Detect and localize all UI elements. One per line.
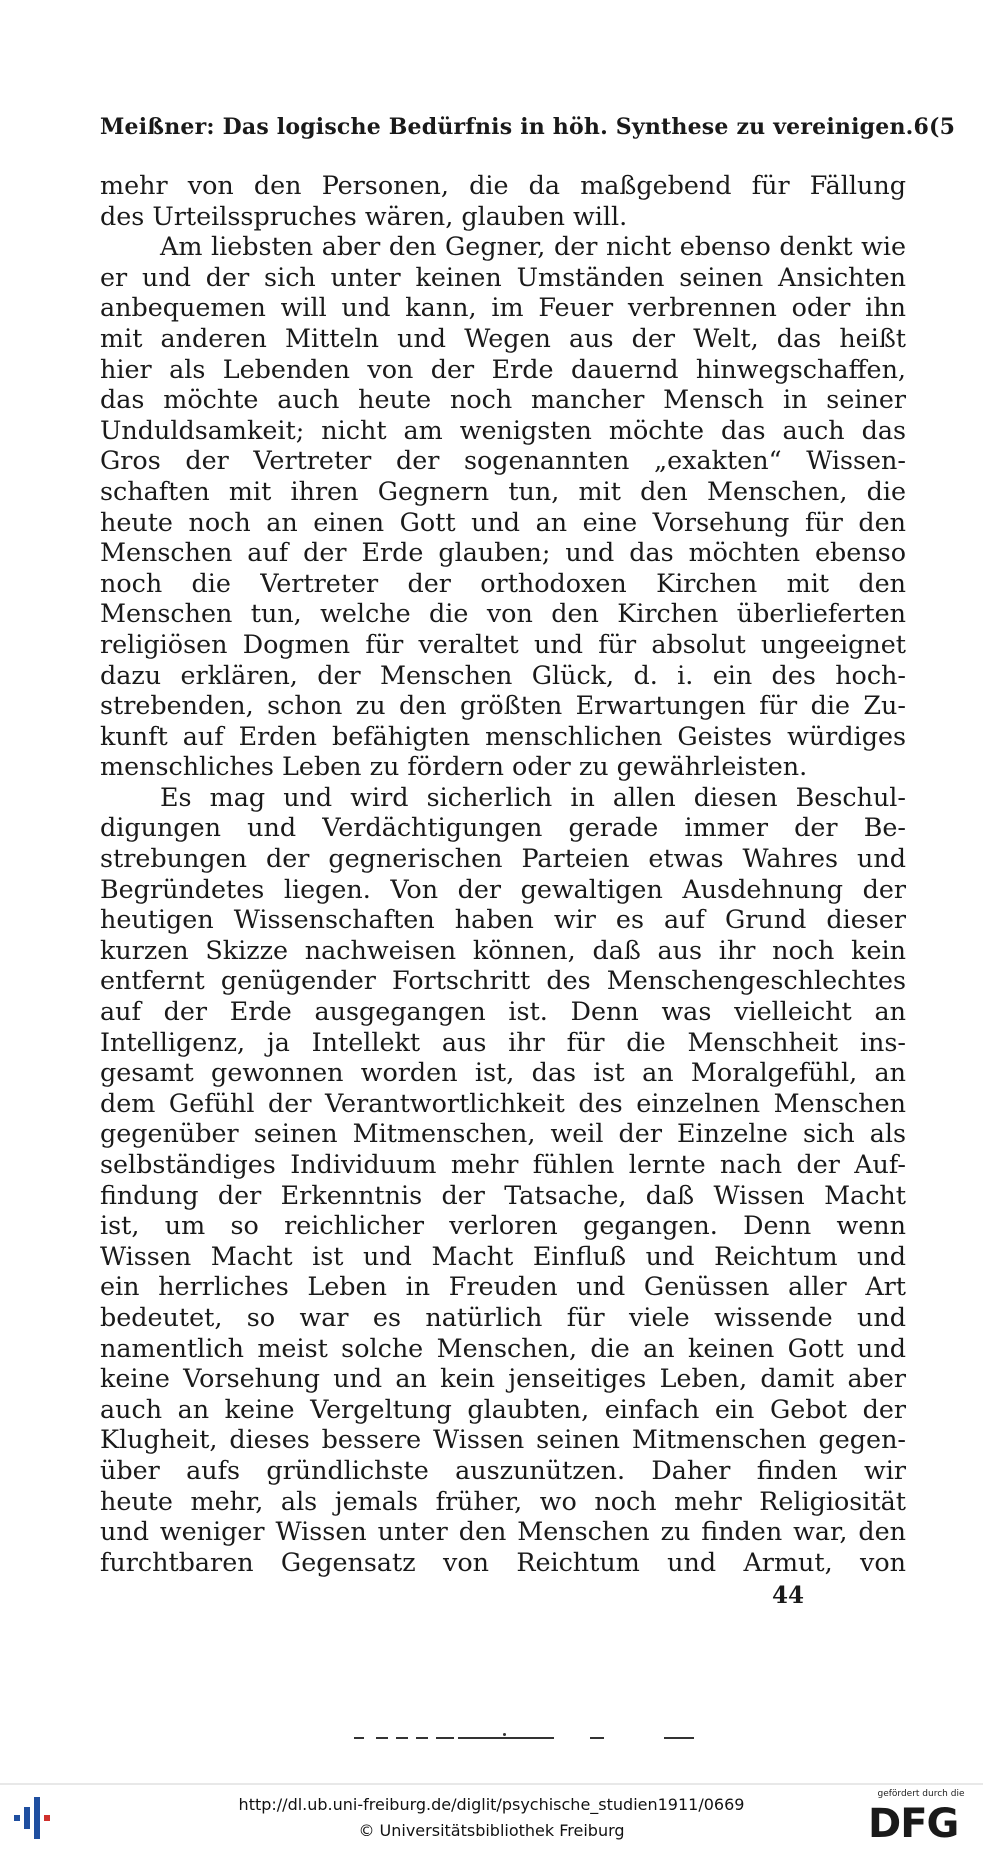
text-line: selbständiges Individuum mehr fühlen lernte nach der Auf-	[100, 1149, 906, 1179]
copyright-notice: © Universitätsbibliothek Freiburg	[358, 1821, 625, 1840]
text-line: dazu erklären, der Menschen Glück, d. i. ein des hoch-	[100, 659, 906, 690]
running-title: Meißner: Das logische Bedürfnis in höh. Synthese zu vereinigen.	[100, 114, 914, 140]
text-line: gegenüber seinen Mitmenschen, weil der Einzelne sich als	[100, 1118, 906, 1149]
text-line: ein herrliches Leben in Freuden und Genüssen aller Art	[100, 1271, 906, 1302]
viewer-footer	[0, 1783, 983, 1850]
text-line: kurzen Skizze nachweisen können, daß aus ihr noch kein	[100, 934, 906, 965]
text-line: Es mag und wird sicherlich in allen diesen Beschul-	[160, 781, 906, 812]
text-line: mit anderen Mitteln und Wegen aus der Welt, das heißt	[100, 322, 906, 353]
printer-rule	[354, 1733, 704, 1741]
text-line: hier als Lebenden von der Erde dauernd hinwegschaffen,	[100, 353, 906, 384]
text-line: Menschen tun, welche die von den Kirchen überlieferten	[100, 598, 906, 629]
text-line: furchtbaren Gegensatz von Reichtum und Armut, von	[100, 1546, 906, 1577]
running-header	[100, 114, 956, 140]
dfg-logo	[862, 1789, 980, 1847]
text-line: auch an keine Vergeltung glaubten, einfach ein Gebot der	[100, 1393, 906, 1424]
text-line: heute mehr, als jemals früher, wo noch mehr Religiosität	[100, 1485, 906, 1516]
dfg-logo-text: DFG	[868, 1801, 959, 1847]
text-line: und weniger Wissen unter den Menschen zu finden war, den	[100, 1516, 906, 1547]
signature-mark: 44	[772, 1582, 805, 1609]
text-line: Unduldsamkeit; nicht am wenigsten möchte das auch das	[100, 414, 906, 445]
text-line: mehr von den Personen, die da maßgebend für Fällung	[100, 170, 906, 200]
text-line: Begründetes liegen. Von der gewaltigen Ausdehnung der	[100, 873, 906, 904]
text-line: anbequemen will und kann, im Feuer verbrennen oder ihn	[100, 292, 906, 323]
text-line: Am liebsten aber den Gegner, der nicht ebenso denkt wie	[160, 231, 906, 262]
text-line: das möchte auch heute noch mancher Mensch in seiner	[100, 384, 906, 415]
text-line: menschliches Leben zu fördern oder zu gewährleisten.	[100, 751, 808, 782]
text-line: findung der Erkenntnis der Tatsache, daß Wissen Macht	[100, 1179, 906, 1210]
text-line: dem Gefühl der Verantwortlichkeit des einzelnen Menschen	[100, 1087, 906, 1118]
text-line: keine Vorsehung und an kein jenseitiges Leben, damit aber	[100, 1363, 906, 1394]
text-line: über aufs gründlichste auszunützen. Daher finden wir	[100, 1454, 906, 1485]
source-url[interactable]: http://dl.ub.uni-freiburg.de/diglit/psychische_studien1911/0669	[238, 1795, 745, 1814]
text-line: er und der sich unter keinen Umständen seinen Ansichten	[100, 261, 906, 292]
dfg-note: gefördert durch die	[877, 1789, 965, 1799]
body-text	[100, 170, 906, 1577]
text-line: Klugheit, dieses bessere Wissen seinen Mitmenschen gegen-	[100, 1424, 906, 1455]
text-line: bedeutet, so war es natürlich für viele wissende und	[100, 1301, 906, 1332]
text-line: strebenden, schon zu den größten Erwartungen für die Zu-	[100, 690, 906, 721]
text-line: namentlich meist solche Menschen, die an keinen Gott und	[100, 1332, 906, 1363]
text-line: heutigen Wissenschaften haben wir es auf Grund dieser	[100, 904, 906, 935]
text-line: ist, um so reichlicher verloren gegangen. Denn wenn	[100, 1210, 906, 1241]
text-line: digungen und Verdächtigungen gerade immer der Be-	[100, 812, 906, 843]
text-line: religiösen Dogmen für veraltet und für absolut ungeeignet	[100, 628, 906, 659]
text-line: schaften mit ihren Gegnern tun, mit den Menschen, die	[100, 475, 906, 506]
text-line: auf der Erde ausgegangen ist. Denn was vielleicht an	[100, 996, 906, 1027]
text-line: Intelligenz, ja Intellekt aus ihr für die Menschheit ins-	[100, 1026, 906, 1057]
text-line: Menschen auf der Erde glauben; und das möchten ebenso	[100, 537, 906, 568]
text-line: entfernt genügender Fortschritt des Menschengeschlechtes	[100, 965, 906, 996]
text-line: heute noch an einen Gott und an eine Vorsehung für den	[100, 506, 906, 537]
text-line: kunft auf Erden befähigten menschlichen Geistes würdiges	[100, 720, 906, 751]
text-line: des Urteilsspruches wären, glauben will.	[100, 200, 628, 231]
text-line: gesamt gewonnen worden ist, das ist an Moralgefühl, an	[100, 1057, 906, 1088]
text-line: strebungen der gegnerischen Parteien etwas Wahres und	[100, 843, 906, 874]
page-number: 6(5	[913, 114, 956, 140]
text-line: Wissen Macht ist und Macht Einfluß und Reichtum und	[100, 1240, 906, 1271]
text-line: Gros der Vertreter der sogenannten „exakten“ Wissen-	[100, 445, 906, 476]
text-line: noch die Vertreter der orthodoxen Kirchen mit den	[100, 567, 906, 598]
